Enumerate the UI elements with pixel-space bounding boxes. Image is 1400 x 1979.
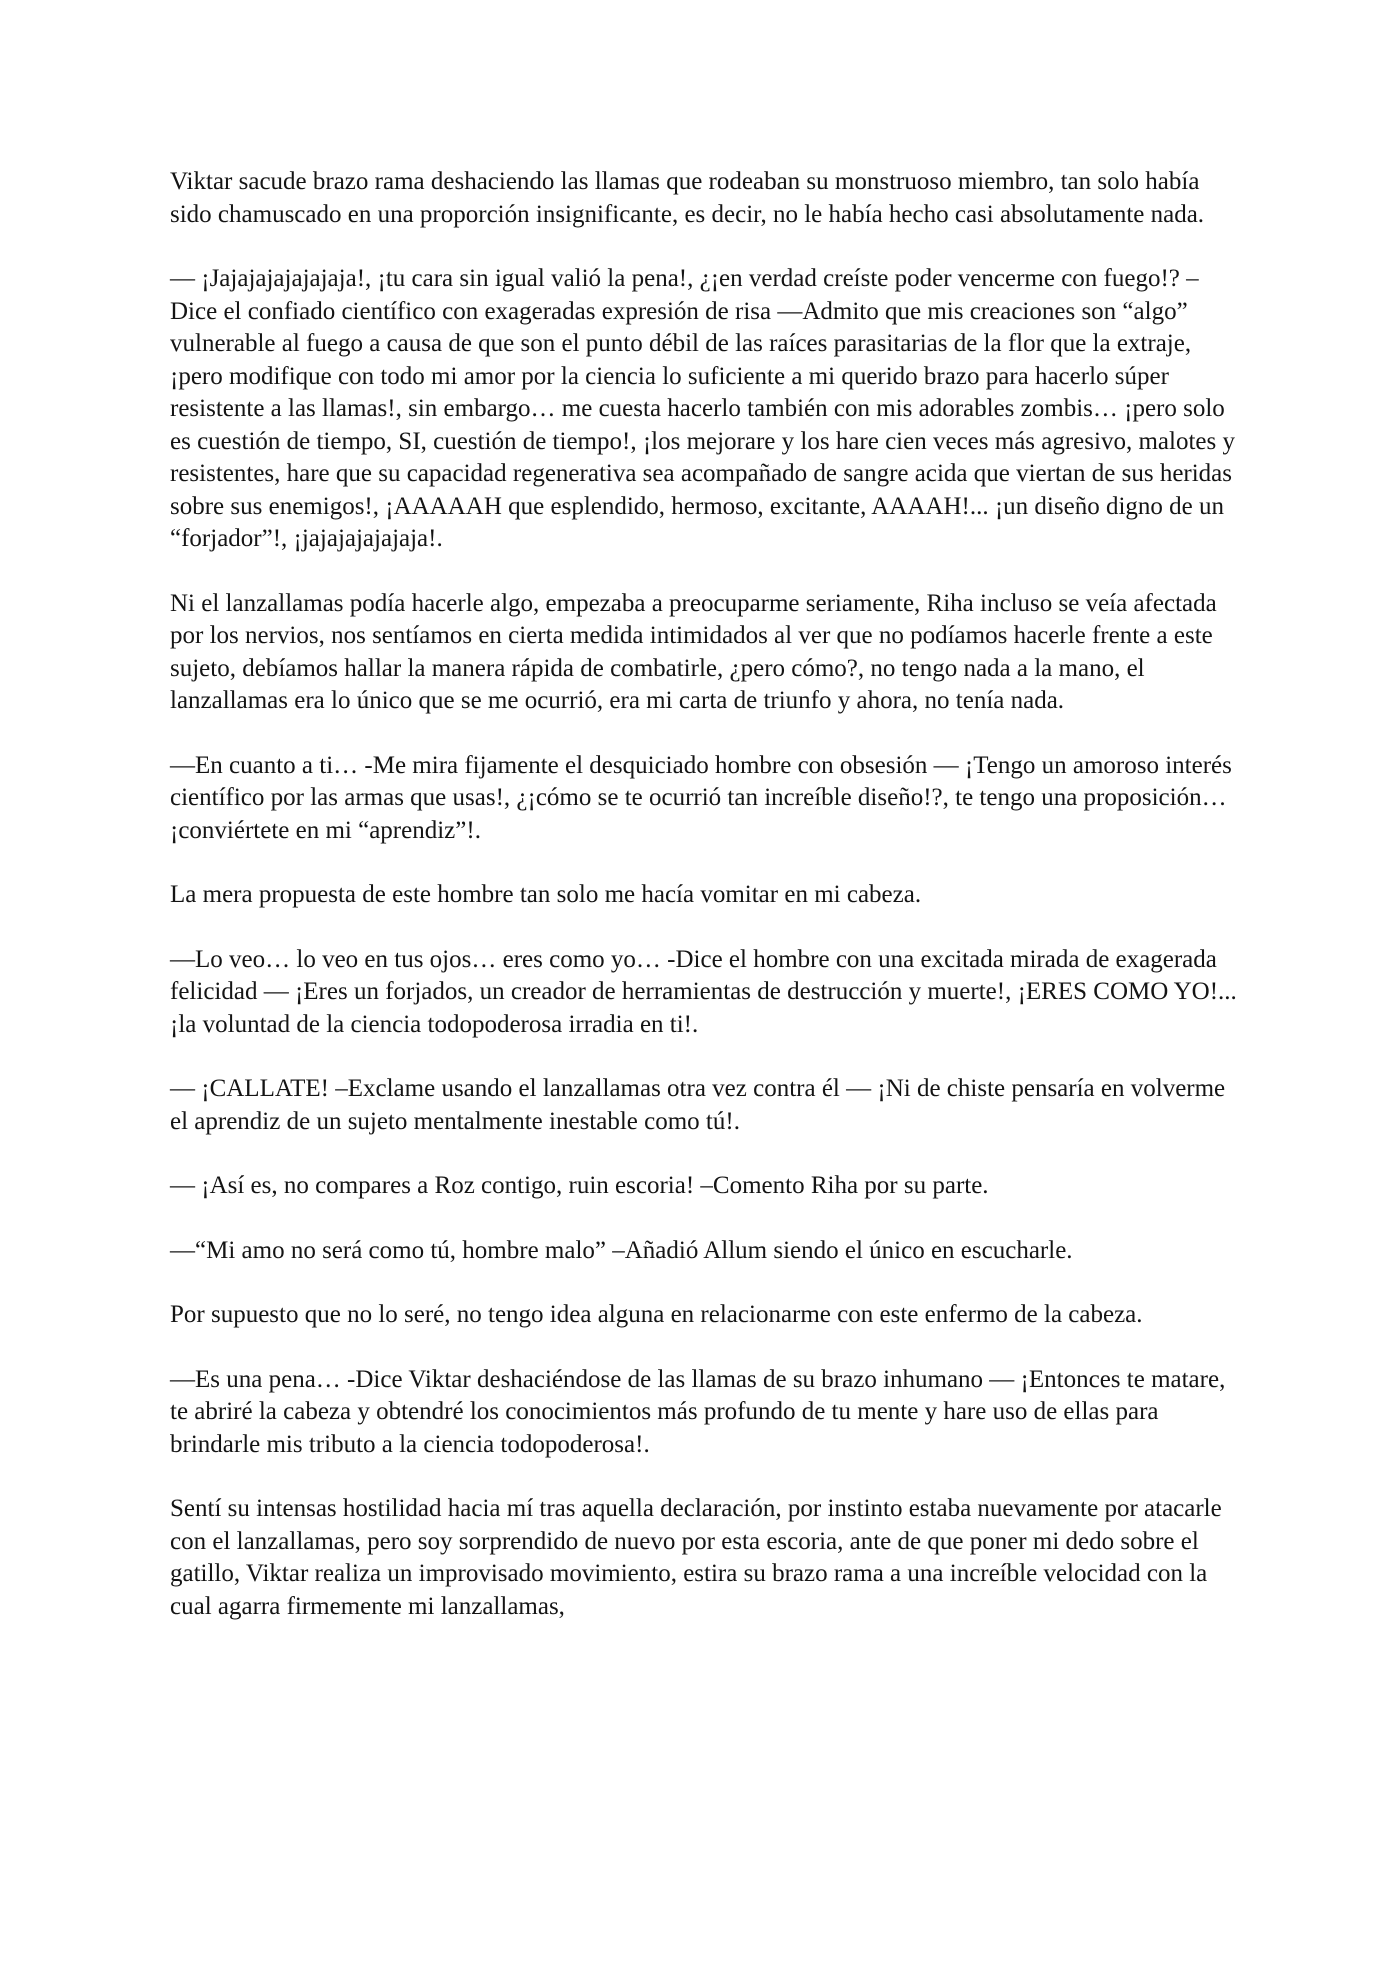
document-body [170,166,1240,1655]
paragraph: — ¡Así es, no compares a Roz contigo, ruin escoria! –Comento Riha por su parte. [170,1172,989,1199]
paragraph: Por supuesto que no lo seré, no tengo idea alguna en relacionarme con este enfermo de la cabeza. [170,1301,1143,1328]
paragraph: —Es una pena… -Dice Viktar deshaciéndose de las llamas de su brazo inhumano — ¡Entonces te matare, te abriré la cabeza y obtendré los conocimientos más profundo de tu mente y hare uso de ellas para brindarle mis tributo a la ciencia todopoderosa!. [170,1365,1226,1458]
paragraph: —“Mi amo no será como tú, hombre malo” –Añadió Allum siendo el único en escucharle. [170,1236,1073,1264]
paragraph: Viktar sacude brazo rama deshaciendo las llamas que rodeaban su monstruoso miembro, tan solo había sido chamuscado en una proporción insignificante, es decir, no le había hecho casi absolutamente nada. [170,168,1205,228]
paragraph: Sentí su intensas hostilidad hacia mí tras aquella declaración, por instinto estaba nuevamente por atacarle con el lanzallamas, pero soy sorprendido de nuevo por esta escoria, ante de que poner mi dedo sobre el gatillo, Viktar realiza un improvisado movimiento, estira su brazo rama a una increíble velocidad con la cual agarra firmemente mi lanzallamas, [170,1495,1222,1620]
paragraph: —En cuanto a ti… -Me mira fijamente el desquiciado hombre con obsesión — ¡Tengo un amoroso interés científico por las armas que usas!, ¿¡cómo se te ocurrió tan increíble diseño!?, te tengo una proposición… ¡conviértete en mi “aprendiz”!. [170,751,1232,844]
paragraph: —Lo veo… lo veo en tus ojos… eres como yo… -Dice el hombre con una excitada mirada de exagerada felicidad — ¡Eres un forjados, un creador de herramientas de destrucción y muerte!, ¡ERES COMO YO!... ¡la voluntad de la ciencia todopoderosa irradia en ti!. [170,945,1237,1038]
paragraph: Ni el lanzallamas podía hacerle algo, empezaba a preocuparme seriamente, Riha incluso se veía afectada por los nervios, nos sentíamos en cierta medida intimidados al ver que no podíamos hacerle frente a este sujeto, debíamos hallar la manera rápida de combatirle, ¿pero cómo?, no tengo nada a la mano, el lanzallamas era lo único que se me ocurrió, era mi carta de triunfo y ahora, no tenía nada. [170,589,1217,714]
paragraph: — ¡Jajajajajajajaja!, ¡tu cara sin igual valió la pena!, ¿¡en verdad creíste poder vencerme con fuego!? –Dice el confiado científico con exageradas expresión de risa —Admito que mis creaciones son “algo” vulnerable al fuego a causa de que son el punto débil de las raíces parasitarias de la flor que la extraje, ¡pero modifique con todo mi amor por la ciencia lo suficiente a mi querido brazo para hacerlo súper resistente a las llamas!, sin embargo… me cuesta hacerlo también con mis adorables zombis… ¡pero solo es cuestión de tiempo, SI, cuestión de tiempo!, ¡los mejorare y los hare cien veces más agresivo, malotes y resistentes, hare que su capacidad regenerativa sea acompañado de sangre acida que viertan de sus heridas sobre sus enemigos!, ¡AAAAAH que esplendido, hermoso, excitante, AAAAH!... ¡un diseño digno de un “forjador”!, ¡jajajajajajaja!. [170,265,1235,552]
paragraph: La mera propuesta de este hombre tan solo me hacía vomitar en mi cabeza. [170,881,922,908]
paragraph: — ¡CALLATE! –Exclame usando el lanzallamas otra vez contra él — ¡Ni de chiste pensaría en volverme el aprendiz de un sujeto mentalmente inestable como tú!. [170,1075,1226,1135]
